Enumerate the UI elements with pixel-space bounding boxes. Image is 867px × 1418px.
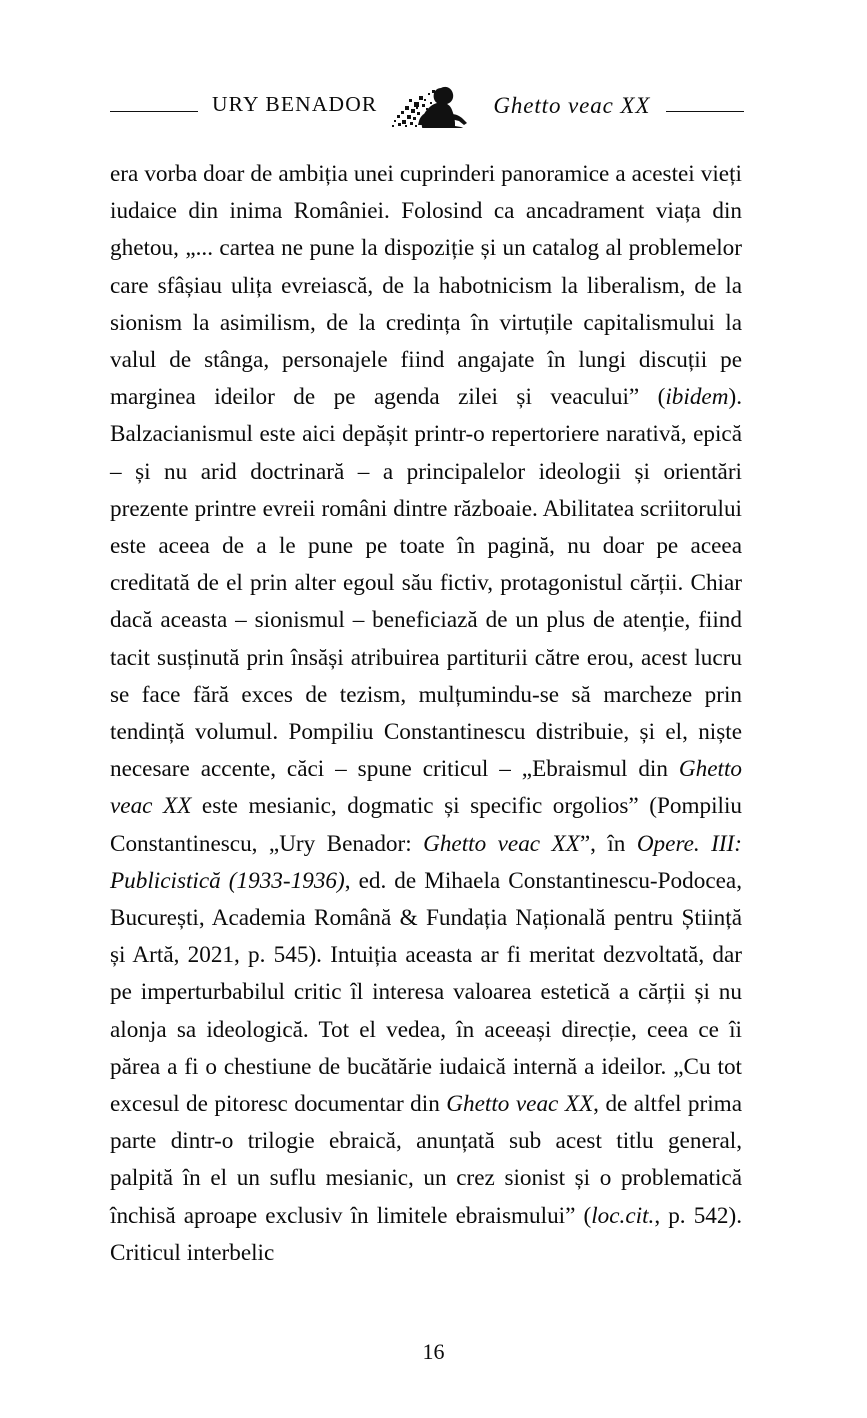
running-head-right-rule	[666, 111, 744, 112]
body-paragraph: era vorba doar de ambiția unei cuprinderi panoramice a acestei vieți iudaice din inima României. Folosind ca ancadrament viața din ghetou, „... cartea ne pune la dispoziție și un catalog al problemelor care sfâșiau ulița evreiască, de la habotnicism la liberalism, de la sionism la asimilism, de la credința în virtuțile capitalismului la valul de stânga, personajele fiind angajate în lungi discuții pe marginea ideilor de pe agenda zilei și veacului” (ibidem). Balzacianismul este aici depășit printr-o repertoriere narativă, epică – și nu arid doctrinară – a principalelor ideologii și orientări prezente printre evreii români dintre războaie. Abilitatea scriitorului este aceea de a le pune pe toate în pagină, nu doar pe aceea creditată de el prin alter egoul său fictiv, protagonistul cărții. Chiar dacă aceasta – sionismul – beneficiază de un plus de atenție, fiind tacit susținută prin însăși atribuirea partiturii către erou, acest lucru se face fără exces de tezism, mulțumindu-se să marcheze prin tendință volumul. Pompiliu Constantinescu distribuie, și el, niște necesare accente, căci – spune criticul – „Ebraismul din Ghetto veac XX este mesianic, dogmatic și specific orgolios” (Pompiliu Constantinescu, „Ury Benador: Ghetto veac XX”, în Opere. III: Publicistică (1933-1936), ed. de Mihaela Constantinescu-Podocea, București, Academia Română & Fundația Națională pentru Știință și Artă, 2021, p. 545). Intuiția aceasta ar fi meritat dezvoltată, dar pe imperturbabilul critic îl interesa valoarea estetică a cărții și nu alonja sa ideologică. Tot el vedea, în aceeași direcție, ceea ce îi părea a fi o chestiune de bucătărie iudaică internă a ideilor. „Cu tot excesul de pitoresc documentar din Ghetto veac XX, de altfel prima parte dintr-o trilogie ebraică, anunțată sub acest titlu general, palpită în el un suflu mesianic, un crez sionist și o problematică închisă aproape exclusiv în limitele ebraismului” (loc.cit., p. 542). Criticul interbelic	[110, 161, 743, 1266]
running-head-left-rule	[110, 111, 198, 112]
page-number: 16	[422, 1339, 445, 1364]
running-head	[110, 82, 742, 128]
seated-figure-dissolving-ornament-icon	[389, 82, 479, 128]
body-text-block	[110, 156, 742, 1272]
running-head-title: Ghetto veac XX	[493, 92, 651, 118]
running-head-author: URY BENADOR	[212, 91, 378, 116]
